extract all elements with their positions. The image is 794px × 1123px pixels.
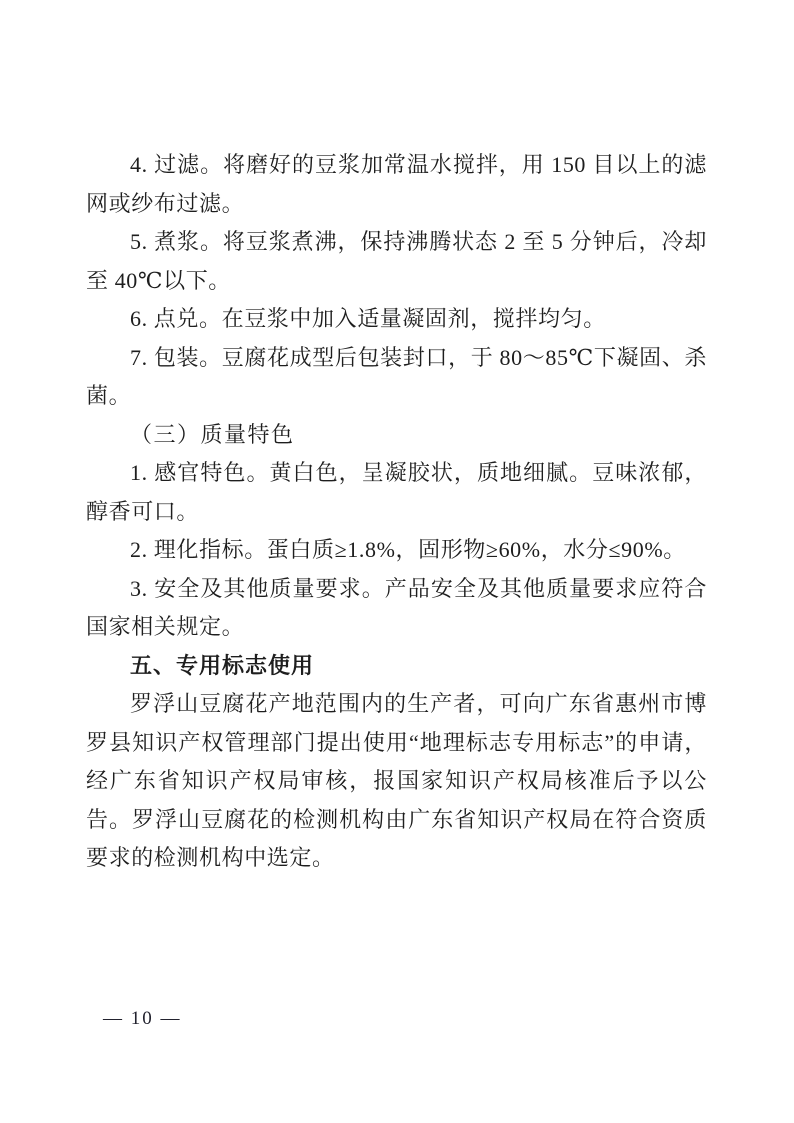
paragraph: 7. 包装。豆腐花成型后包装封口，于 80～85℃下凝固、杀菌。 xyxy=(86,344,707,408)
paragraph: 3. 安全及其他质量要求。产品安全及其他质量要求应符合国家相关规定。 xyxy=(86,575,707,639)
page-number: — 10 — xyxy=(103,1008,182,1029)
paragraph: 罗浮山豆腐花产地范围内的生产者，可向广东省惠州市博罗县知识产权管理部门提出使用“地理标志专用标志”的申请，经广东省知识产权局审核，报国家知识产权局核准后予以公告。罗浮山豆腐花的检测机构由广东省知识产权局在符合资质要求的检测机构中选定。 xyxy=(86,691,707,870)
bold-heading: 五、专用标志使用 xyxy=(130,652,315,678)
paragraph: 6. 点兑。在豆浆中加入适量凝固剂，搅拌均匀。 xyxy=(130,306,606,331)
kaiti-heading: （三）质量特色 xyxy=(130,421,295,447)
document-body xyxy=(86,146,707,878)
paragraph: 4. 过滤。将磨好的豆浆加常温水搅拌，用 150 目以上的滤网或纱布过滤。 xyxy=(86,152,707,216)
paragraph: 1. 感官特色。黄白色，呈凝胶状，质地细腻。豆味浓郁，醇香可口。 xyxy=(86,460,707,524)
paragraph: 2. 理化指标。蛋白质≥1.8%，固形物≥60%，水分≤90%。 xyxy=(130,537,686,562)
paragraph: 5. 煮浆。将豆浆煮沸，保持沸腾状态 2 至 5 分钟后，冷却至 40℃以下。 xyxy=(86,229,707,293)
